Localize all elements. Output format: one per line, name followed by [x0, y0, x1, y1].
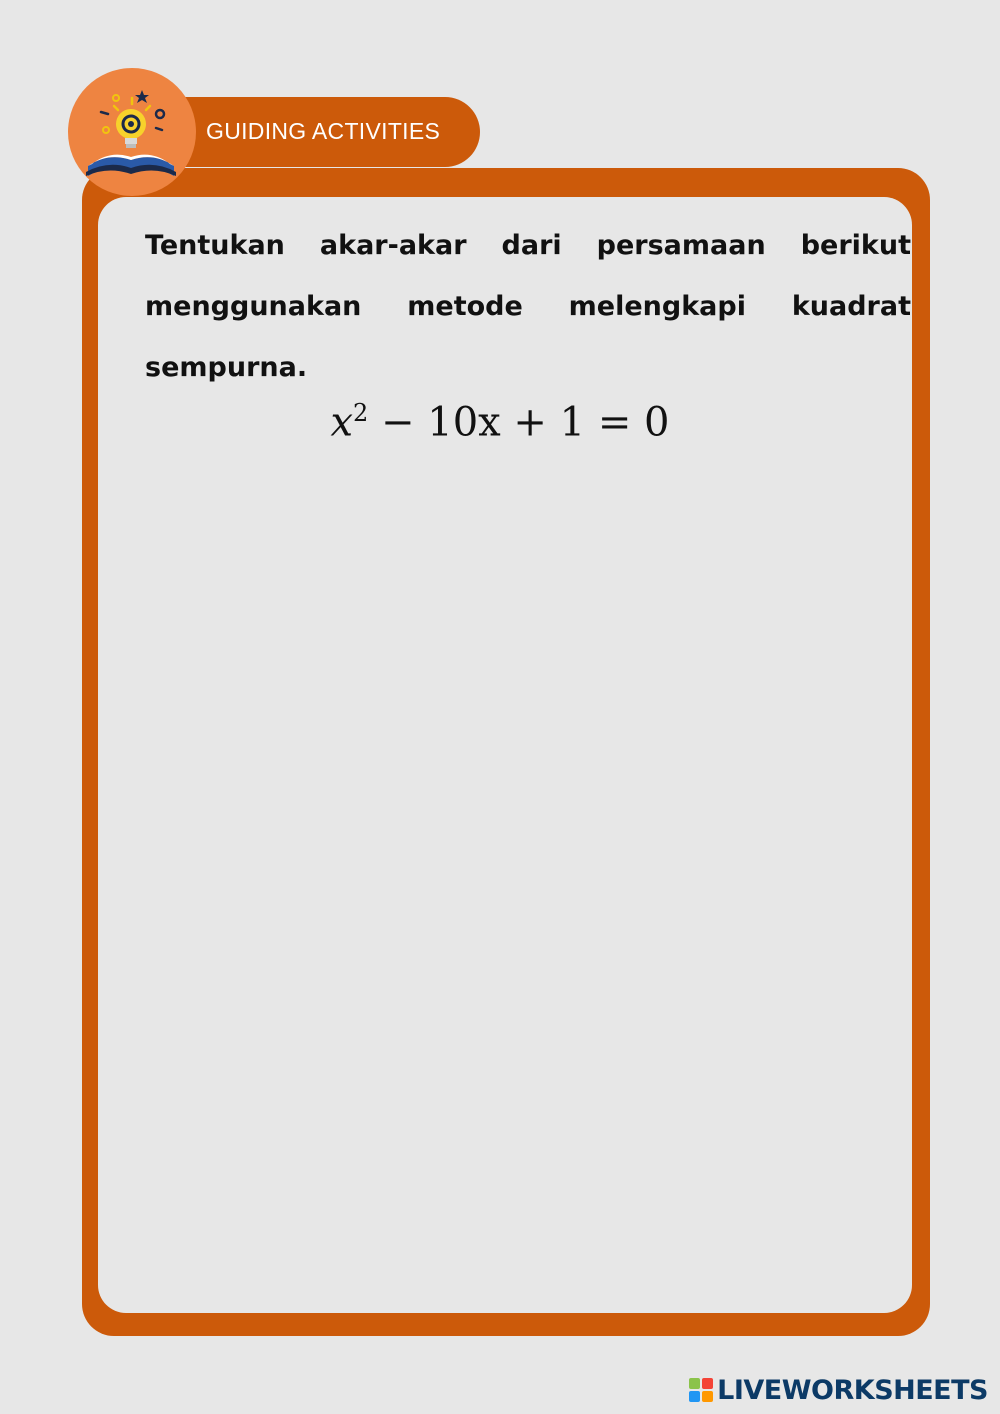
equation-variable: x — [330, 399, 354, 446]
question-text: Tentukan akar-akar dari persamaan berikut menggunakan metode melengkapi kuadrat sempurna. — [145, 230, 911, 383]
header-title: GUIDING ACTIVITIES — [206, 118, 441, 144]
equation — [0, 378, 1000, 457]
equation-rest: − 10x + 1 = 0 — [381, 399, 670, 446]
liveworksheets-logo-icon — [689, 1378, 713, 1402]
footer-brand — [689, 1372, 988, 1408]
footer-brand-text: LIVEWORKSHEETS — [717, 1374, 988, 1406]
book-lightbulb-icon — [68, 68, 196, 196]
equation-exponent: 2 — [353, 399, 369, 427]
